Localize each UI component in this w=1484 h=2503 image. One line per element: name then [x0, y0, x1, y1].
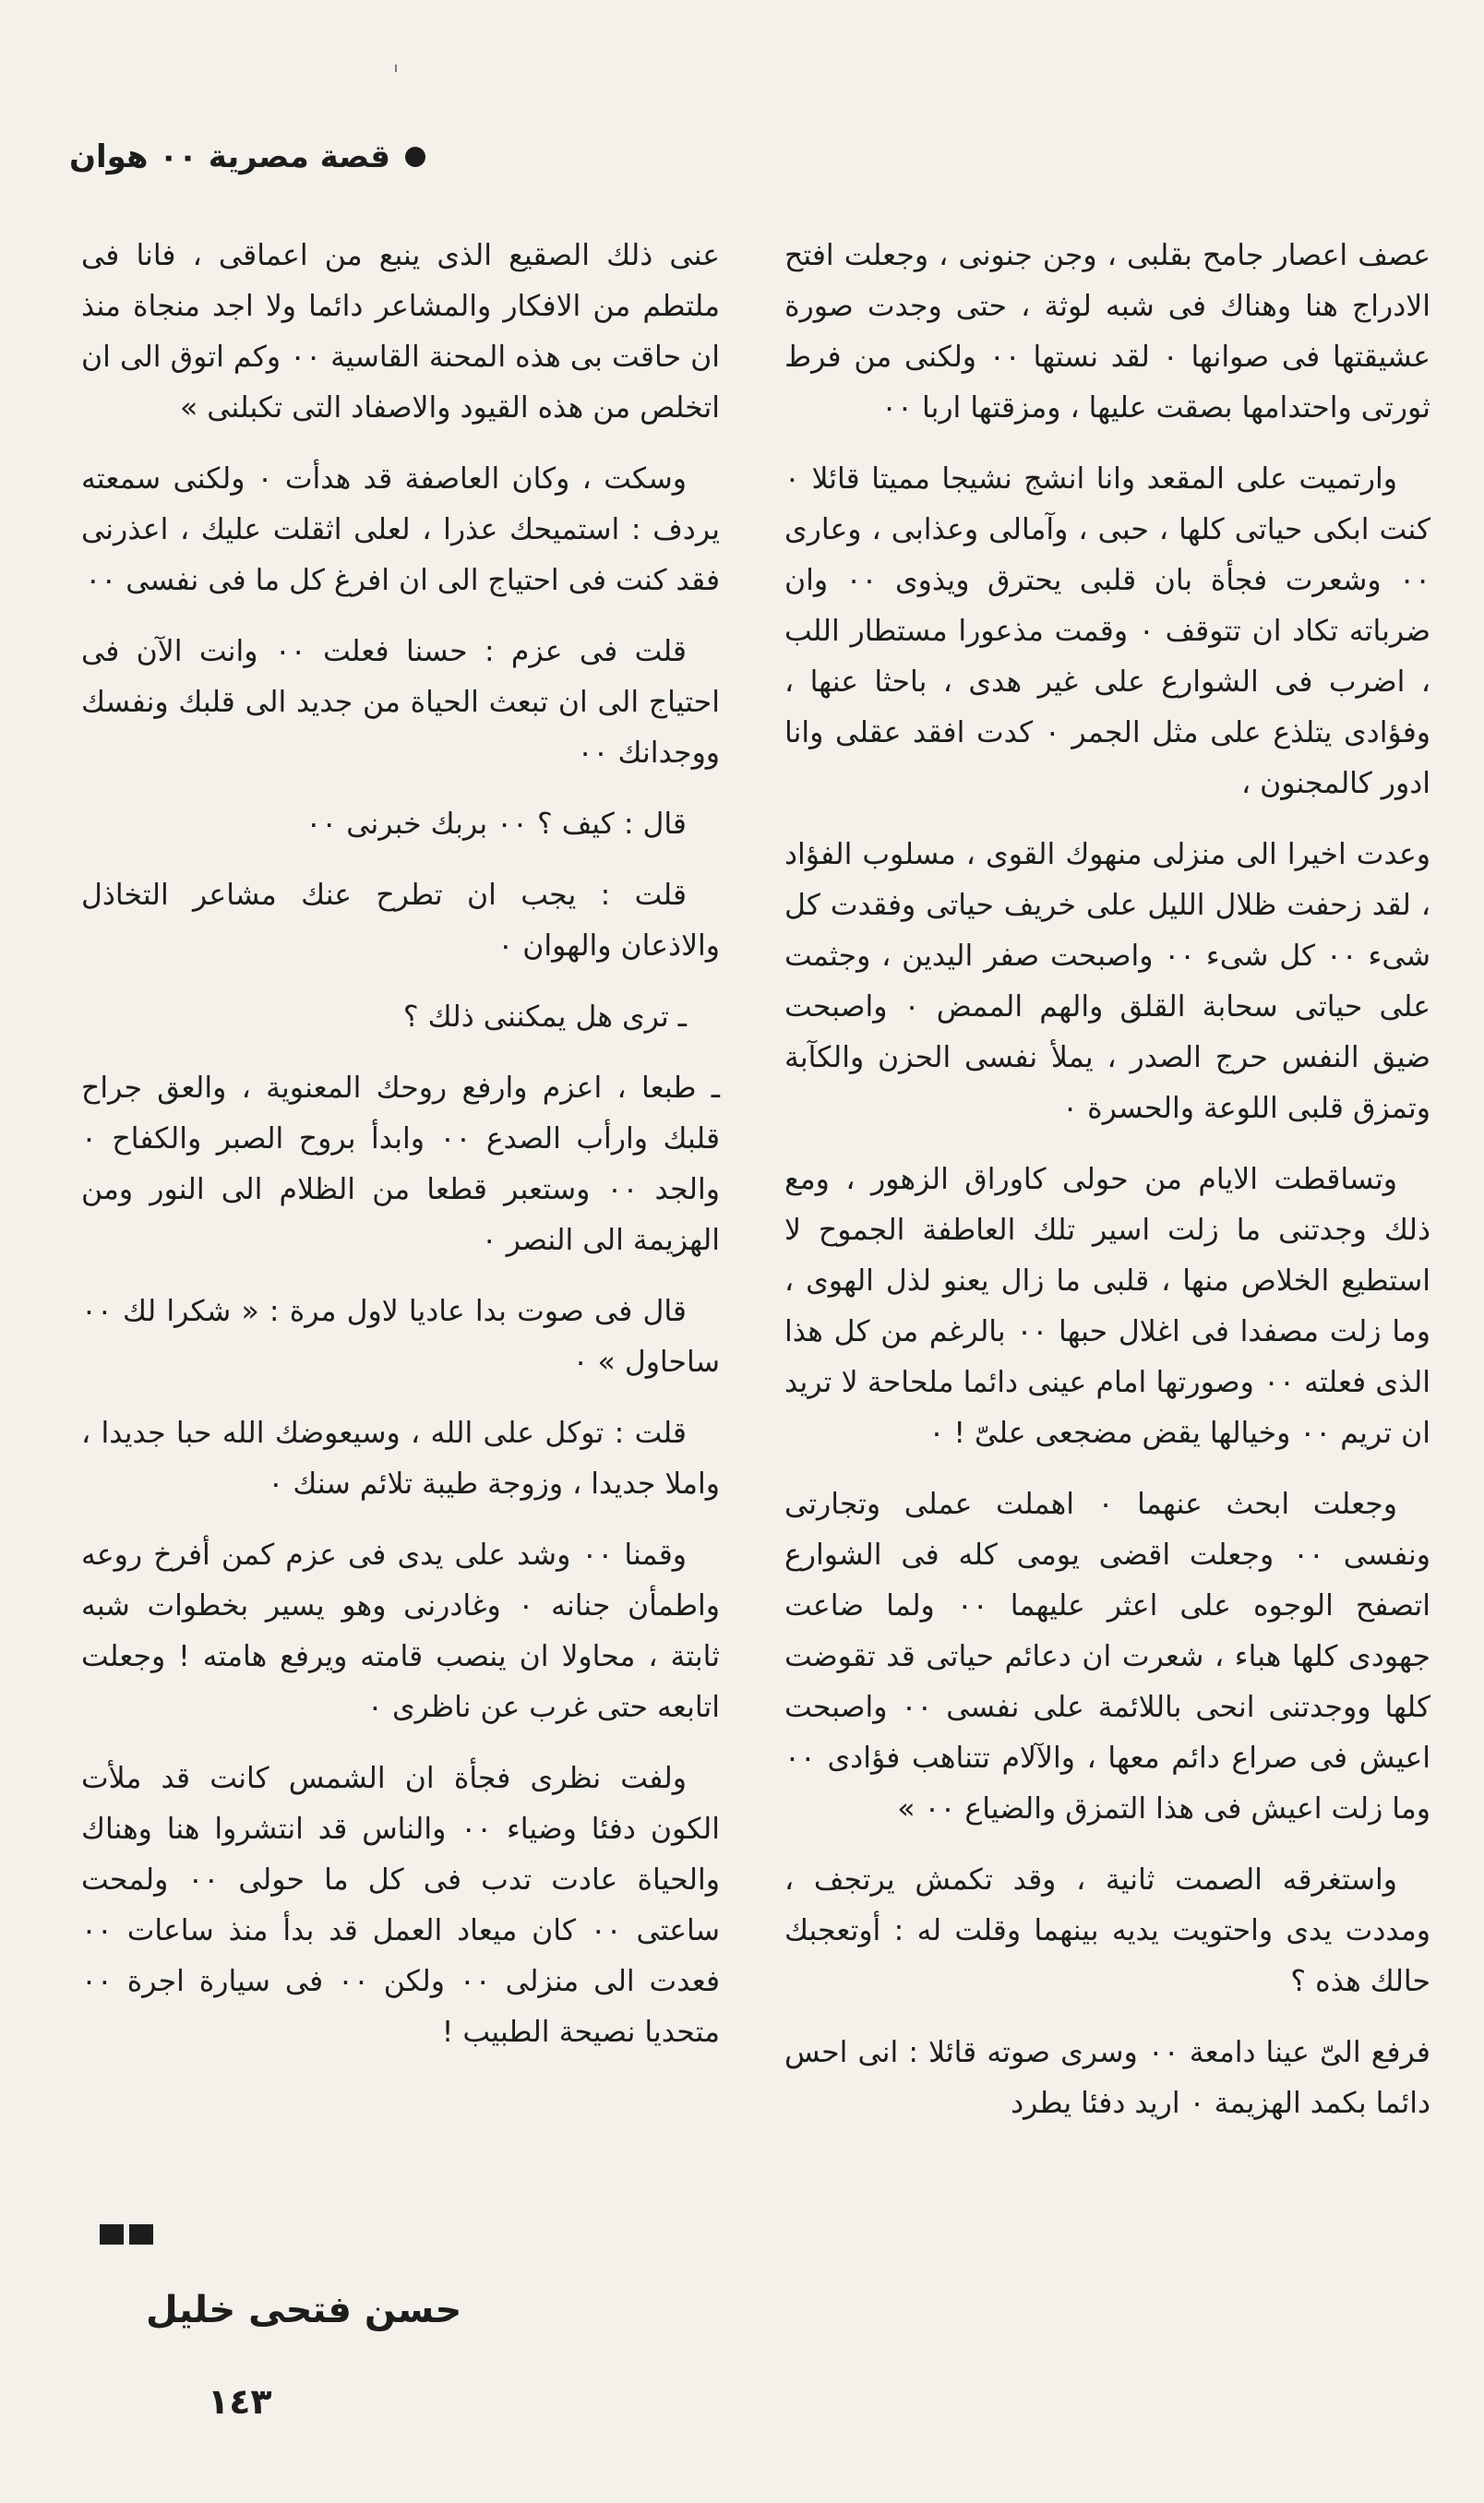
paragraph: وقمنا ٠٠ وشد على يدى فى عزم كمن أفرخ روعه واطمأن جنانه ٠ وغادرنى وهو يسير بخطوات شبه ثابتة ، محاولا ان ينصب قامته ويرفع هامته ! وجعلت اتابعه حتى غرب عن ناظرى ٠ — [81, 1539, 720, 1724]
paragraph: وسكت ، وكان العاصفة قد هدأت ٠ ولكنى سمعته يردف : استميحك عذرا ، لعلى اثقلت عليك ، اعذرنى فقد كنت فى احتياج الى ان افرغ كل ما فى نفسى ٠٠ — [81, 462, 720, 597]
end-of-story-mark — [100, 2224, 153, 2245]
square-icon — [129, 2224, 153, 2245]
paragraph: قال : كيف ؟ ٠٠ بربك خبرنى ٠٠ — [305, 808, 687, 841]
paragraph: ـ ترى هل يمكننى ذلك ؟ — [402, 1000, 687, 1034]
square-icon — [100, 2224, 124, 2245]
paragraph: وارتميت على المقعد وانا انشج نشيجا مميتا قائلا ٠ كنت ابكى حياتى كلها ، حبى ، وآمالى وعذابى ، وعارى ٠٠ وشعرت فجأة بان قلبى يحترق ويذوى ٠٠ وان ضرباته تكاد ان تتوقف ٠ وقمت مذعورا مستطار اللب ، اضرب فى الشوارع على غير هدى ، باحثا عنها ، وفؤادى يتلذع على مثل الجمر ٠ كدت افقد عقلى وانا ادور كالمجنون ، — [784, 462, 1430, 800]
paragraph: عصف اعصار جامح بقلبى ، وجن جنونى ، وجعلت افتح الادراج هنا وهناك فى شبه لوثة ، حتى وجدت صورة عشيقتها فى صوانها ٠ لقد نستها ٠٠ ولكنى من فرط ثورتى واحتدامها بصقت عليها ، ومزقتها اربا ٠٠ — [784, 239, 1430, 425]
right-column — [784, 231, 1430, 2150]
bullet-icon — [405, 147, 425, 167]
paragraph: عنى ذلك الصقيع الذى ينبع من اعماقى ، فانا فى ملتطم من الافكار والمشاعر دائما ولا اجد منجاة منذ ان حاقت بى هذه المحنة القاسية ٠٠ وكم اتوق الى ان اتخلص من هذه القيود والاصفاد التى تكبلنى » — [81, 239, 720, 425]
paragraph: قلت : توكل على الله ، وسيعوضك الله حبا جديدا ، واملا جديدا ، وزوجة طيبة تلائم سنك ٠ — [81, 1417, 720, 1501]
paragraph: قلت فى عزم : حسنا فعلت ٠٠ وانت الآن فى احتياج الى ان تبعث الحياة من جديد الى قلبك ونفسك ووجدانك ٠٠ — [81, 635, 720, 770]
left-column — [81, 231, 720, 2078]
page-number: ١٤٣ — [208, 2381, 272, 2422]
section-header — [69, 138, 425, 175]
paragraph: ـ طبعا ، اعزم وارفع روحك المعنوية ، والعق جراح قلبك وارأب الصدع ٠٠ وابدأ بروح الصبر والكفاح ٠ والجد ٠٠ وستعبر قطعا من الظلام الى النور ومن الهزيمة الى النصر ٠ — [81, 1072, 720, 1257]
paragraph: قلت : يجب ان تطرح عنك مشاعر التخاذل والاذعان والهوان ٠ — [81, 879, 720, 963]
paragraph: قال فى صوت بدا عاديا لاول مرة : « شكرا لك ٠٠ ساحاول » ٠ — [81, 1295, 720, 1379]
author-name: حسن فتحى خليل — [146, 2289, 462, 2331]
paragraph: وتساقطت الايام من حولى كاوراق الزهور ، ومع ذلك وجدتنى ما زلت اسير تلك العاطفة الجموح لا استطيع الخلاص منها ، قلبى ما زال يعنو لذل الهوى ، وما زلت مصفدا فى اغلال حبها ٠٠ بالرغم من كل هذا الذى فعلته ٠٠ وصورتها امام عينى دائما ملحاحة لا تريد ان تريم ٠٠ وخيالها يقض مضجعى علىّ ! ٠ — [784, 1163, 1430, 1450]
scan-mark — [395, 65, 397, 72]
paragraph: وجعلت ابحث عنهما ٠ اهملت عملى وتجارتى ونفسى ٠٠ وجعلت اقضى يومى كله فى الشوارع اتصفح الوجوه على اعثر عليهما ٠٠ ولما ضاعت جهودى كلها هباء ، شعرت ان دعائم حياتى قد تقوضت كلها ووجدتنى انحى باللائمة على نفسى ٠٠ واصبحت اعيش فى صراع دائم معها ، والآلام تتناهب فؤادى ٠٠ وما زلت اعيش فى هذا التمزق والضياع ٠٠ » — [784, 1488, 1430, 1826]
paragraph: ولفت نظرى فجأة ان الشمس كانت قد ملأت الكون دفئا وضياء ٠٠ والناس قد انتشروا هنا وهناك والحياة عادت تدب فى كل ما حولى ٠٠ ولمحت ساعتى ٠٠ كان ميعاد العمل قد بدأ منذ ساعات ٠٠ فعدت الى منزلى ٠٠ ولكن ٠٠ فى سيارة اجرة ٠٠ متحديا نصيحة الطبيب ! — [81, 1762, 721, 2049]
paragraph: فرفع الىّ عينا دامعة ٠٠ وسرى صوته قائلا : انى احس دائما بكمد الهزيمة ٠ اريد دفئا يطرد — [784, 2036, 1430, 2120]
section-title: قصة مصرية ٠٠ هوان — [69, 138, 391, 175]
paragraph: واستغرقه الصمت ثانية ، وقد تكمش يرتجف ، ومددت يدى واحتويت يديه بينهما وقلت له : أوتعجبك حالك هذه ؟ — [784, 1863, 1430, 1998]
paragraph: وعدت اخيرا الى منزلى منهوك القوى ، مسلوب الفؤاد ، لقد زحفت ظلال الليل على خريف حياتى وفقدت كل شىء ٠٠ كل شىء ٠٠ واصبحت صفر اليدين ، وجثمت على حياتى سحابة القلق والهم الممض ٠ واصبحت ضيق النفس حرج الصدر ، يملأ نفسى الحزن والكآبة وتمزق قلبى اللوعة والحسرة ٠ — [784, 838, 1430, 1125]
